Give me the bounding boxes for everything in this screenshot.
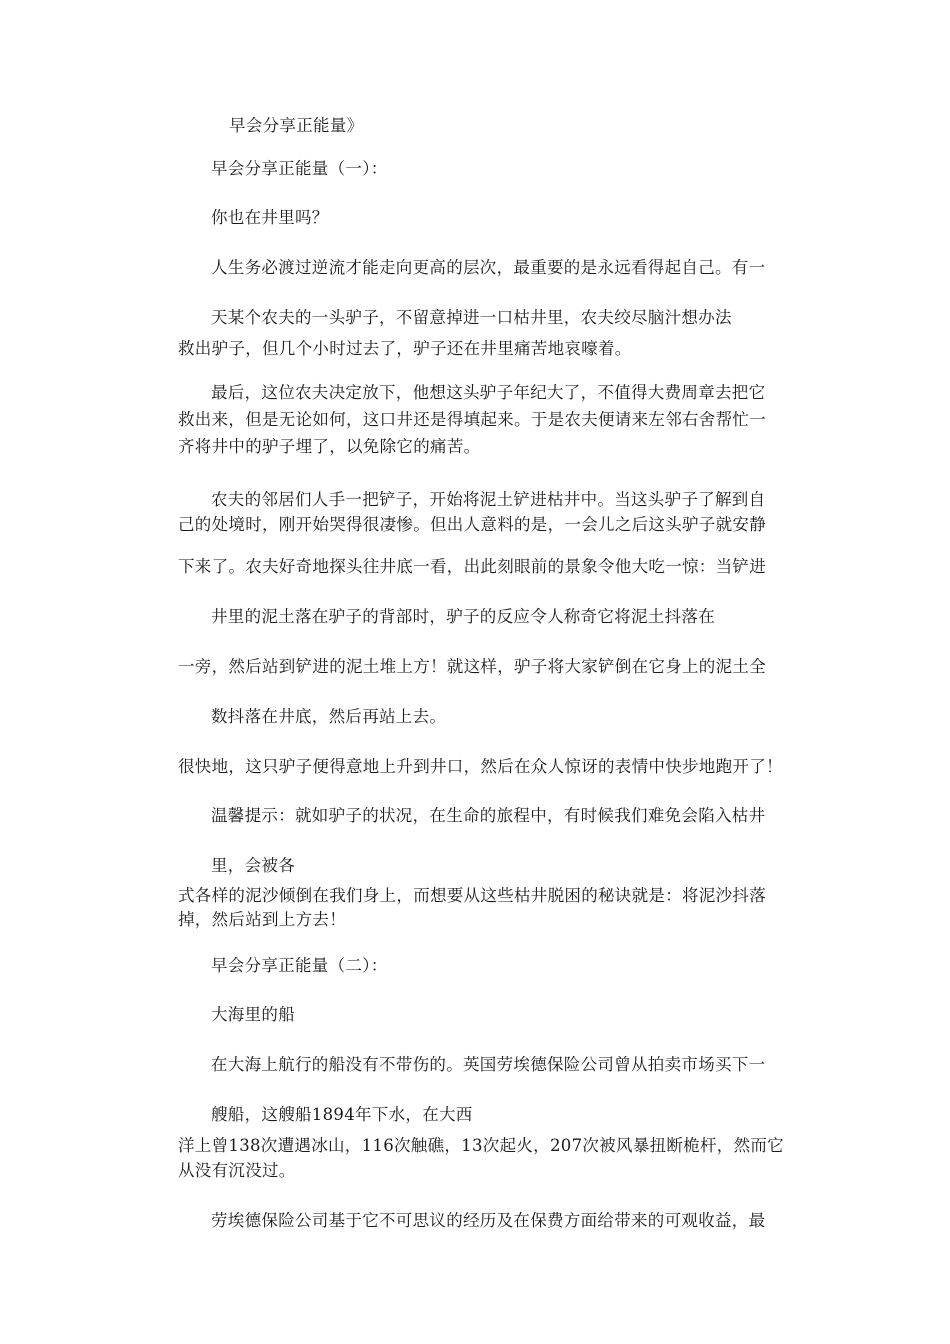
paragraph-line: 在大海上航行的船没有不带伤的。英国劳埃德保险公司曾从拍卖市场买下一 <box>211 1055 766 1074</box>
paragraph-line: 救出来，但是无论如何，这口井还是得填起来。于是农夫便请来左邻右舍帮忙一 <box>178 410 766 429</box>
paragraph-line: 从没有沉没过。 <box>178 1161 296 1180</box>
paragraph-line: 救出驴子，但几个小时过去了，驴子还在井里痛苦地哀嚎着。 <box>178 339 632 358</box>
paragraph-line: 很快地，这只驴子便得意地上升到井口，然后在众人惊讶的表情中快步地跑开了！ <box>178 757 783 776</box>
paragraph-line: 人生务必渡过逆流才能走向更高的层次，最重要的是永远看得起自己。有一 <box>211 258 766 277</box>
paragraph-line: 最后，这位农夫决定放下，他想这头驴子年纪大了，不值得大费周章去把它 <box>211 383 766 402</box>
story-title-1: 你也在井里吗？ <box>211 208 329 227</box>
paragraph-line: 数抖落在井底，然后再站上去。 <box>211 707 447 726</box>
section-heading-1: 早会分享正能量（一）： <box>211 159 388 178</box>
paragraph-line: 里，会被各 <box>211 856 295 875</box>
paragraph-line: 艘船，这艘船1894年下水，在大西 <box>211 1105 473 1124</box>
paragraph-line: 农夫的邻居们人手一把铲子，开始将泥土铲进枯井中。当这头驴子了解到自 <box>211 490 766 509</box>
paragraph-line: 掉，然后站到上方去！ <box>178 910 346 929</box>
story-title-2: 大海里的船 <box>211 1005 295 1024</box>
paragraph-line: 洋上曾138次遭遇冰山，116次触礁，13次起火，207次被风暴扭断桅杆，然而它 <box>178 1136 784 1155</box>
paragraph-line: 下来了。农夫好奇地探头往井底一看，出此刻眼前的景象令他大吃一惊：当铲进 <box>178 557 766 576</box>
paragraph-line: 温馨提示：就如驴子的状况，在生命的旅程中，有时候我们难免会陷入枯井 <box>211 806 766 825</box>
document-title: 早会分享正能量》 <box>229 116 364 135</box>
section-heading-2: 早会分享正能量（二）： <box>211 956 388 975</box>
paragraph-line: 天某个农夫的一头驴子，不留意掉进一口枯井里，农夫绞尽脑汁想办法 <box>211 308 732 327</box>
paragraph-line: 己的处境时，刚开始哭得很凄惨。但出人意料的是，一会儿之后这头驴子就安静 <box>178 515 766 534</box>
paragraph-line: 齐将井中的驴子埋了，以免除它的痛苦。 <box>178 437 481 456</box>
paragraph-line: 井里的泥土落在驴子的背部时，驴子的反应令人称奇它将泥土抖落在 <box>211 607 715 626</box>
paragraph-line: 一旁，然后站到铲进的泥土堆上方！就这样，驴子将大家铲倒在它身上的泥土全 <box>178 657 766 676</box>
paragraph-line: 劳埃德保险公司基于它不可思议的经历及在保费方面给带来的可观收益，最 <box>211 1211 766 1230</box>
paragraph-line: 式各样的泥沙倾倒在我们身上，而想要从这些枯井脱困的秘诀就是：将泥沙抖落 <box>178 886 766 905</box>
